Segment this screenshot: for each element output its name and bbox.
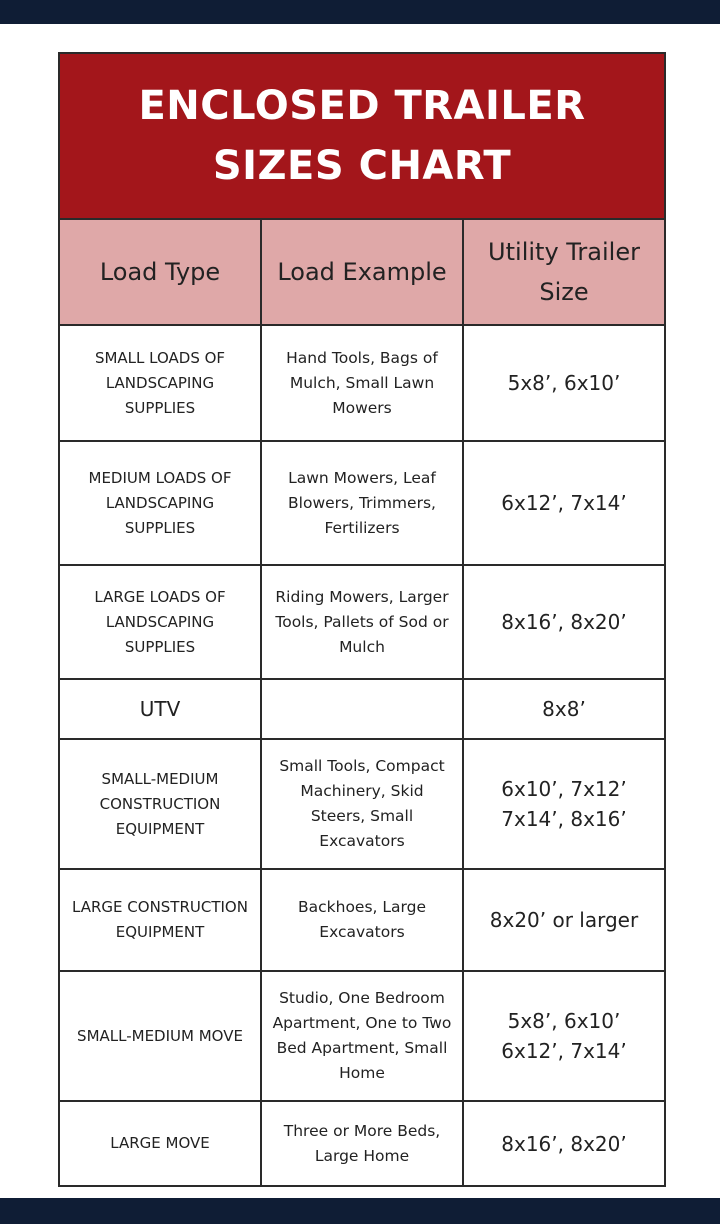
top-frame-bar — [0, 0, 720, 24]
trailer-size-cell — [463, 679, 664, 739]
table-row — [60, 325, 664, 441]
trailer-size-cell — [463, 325, 664, 441]
trailer-size-cell — [463, 1101, 664, 1185]
trailer-size-value: 8x16’, 8x20’ — [501, 1131, 627, 1156]
trailer-size-cell — [463, 565, 664, 679]
load-example-cell: Hand Tools, Bags of Mulch, Small Lawn Mowers — [261, 325, 463, 441]
load-example-cell: Riding Mowers, Larger Tools, Pallets of Sod or Mulch — [261, 565, 463, 679]
trailer-sizes-chart — [58, 52, 666, 1187]
load-example-cell: Three or More Beds, Large Home — [261, 1101, 463, 1185]
trailer-size-value: 7x14’, 8x16’ — [501, 807, 627, 831]
load-type-cell: SMALL-MEDIUM MOVE — [60, 971, 261, 1101]
header-load-example: Load Example — [261, 220, 463, 325]
load-type-cell: MEDIUM LOADS OF LANDSCAPING SUPPLIES — [60, 441, 261, 565]
load-type-cell: UTV — [60, 679, 261, 739]
table-row — [60, 1101, 664, 1185]
chart-title-line-2: SIZES CHART — [212, 143, 512, 189]
table-row — [60, 739, 664, 869]
trailer-size-cell — [463, 971, 664, 1101]
trailer-size-value: 8x8’ — [542, 697, 586, 721]
trailer-size-value: 6x10’, 7x12’ — [501, 777, 627, 801]
load-example-cell: Backhoes, Large Excavators — [261, 869, 463, 971]
load-type-cell: LARGE LOADS OF LANDSCAPING SUPPLIES — [60, 565, 261, 679]
table-row — [60, 869, 664, 971]
trailer-size-cell — [463, 869, 664, 971]
load-example-cell: Lawn Mowers, Leaf Blowers, Trimmers, Fertilizers — [261, 441, 463, 565]
load-type-cell: LARGE MOVE — [60, 1101, 261, 1185]
table-row — [60, 441, 664, 565]
trailer-size-value: 6x12’, 7x14’ — [501, 1039, 627, 1063]
load-type-cell: SMALL-MEDIUM CONSTRUCTION EQUIPMENT — [60, 739, 261, 869]
load-type-cell: SMALL LOADS OF LANDSCAPING SUPPLIES — [60, 325, 261, 441]
trailer-size-cell — [463, 739, 664, 869]
header-row — [60, 220, 664, 325]
load-type-cell: LARGE CONSTRUCTION EQUIPMENT — [60, 869, 261, 971]
load-example-cell: Studio, One Bedroom Apartment, One to Two Bed Apartment, Small Home — [261, 971, 463, 1101]
trailer-size-value: 5x8’, 6x10’ — [507, 1009, 621, 1033]
trailer-size-value: 8x20’ or larger — [489, 908, 639, 932]
trailer-size-value: 8x16’, 8x20’ — [501, 610, 627, 634]
load-example-cell — [261, 679, 463, 739]
table-row — [60, 565, 664, 679]
trailer-size-value: 6x12’, 7x14’ — [501, 491, 627, 515]
chart-title — [60, 54, 664, 220]
chart-title-line-1: ENCLOSED TRAILER — [138, 83, 586, 129]
sizes-table — [60, 220, 664, 1185]
header-load-type: Load Type — [60, 220, 261, 325]
trailer-size-cell — [463, 441, 664, 565]
header-trailer-size: Utility Trailer Size — [463, 220, 664, 325]
bottom-frame-bar — [0, 1198, 720, 1224]
table-row — [60, 679, 664, 739]
load-example-cell: Small Tools, Compact Machinery, Skid Steers, Small Excavators — [261, 739, 463, 869]
trailer-size-value: 5x8’, 6x10’ — [507, 371, 621, 395]
table-row — [60, 971, 664, 1101]
